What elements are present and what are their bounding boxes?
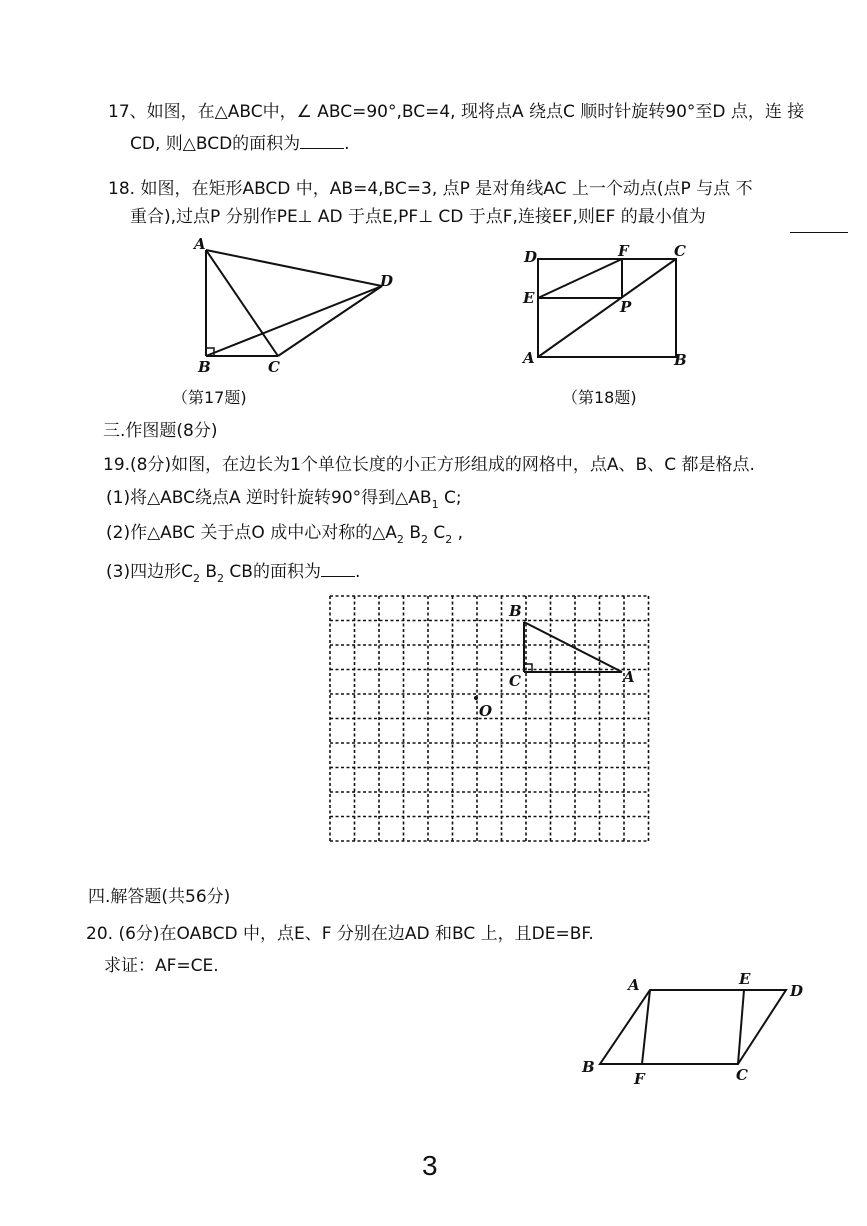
answer-blank xyxy=(790,232,848,233)
q19-part2-end: , xyxy=(452,523,464,543)
label-p: P xyxy=(620,298,632,316)
point-o xyxy=(474,696,478,700)
label-a: A xyxy=(194,235,206,253)
q19-part1 xyxy=(106,487,462,511)
q17-line2 xyxy=(130,132,350,155)
section-3-title: 三.作图题(8分) xyxy=(103,421,218,441)
subscript: 2 xyxy=(445,533,453,546)
subscript: 2 xyxy=(192,572,200,585)
subscript: 2 xyxy=(217,572,225,585)
label-b: B xyxy=(509,602,522,620)
section-4-title: 四.解答题(共56分) xyxy=(88,887,231,907)
q17-line1: 17、如图，在△ABC中，∠ ABC=90°,BC=4, 现将点A 绕点C 顺时针旋转90°至D 点，连 接 xyxy=(108,102,805,122)
label-c: C xyxy=(268,358,280,376)
label-d: D xyxy=(790,982,804,1000)
segment-ac xyxy=(206,250,278,356)
q17-line2-text: CD, 则△BCD的面积为 xyxy=(130,134,301,154)
q19-part3-end: . xyxy=(354,562,361,582)
q19-part2-mid2: C xyxy=(428,523,446,543)
q19-part1-text: (1)将△ABC绕点A 逆时针旋转90°得到△AB xyxy=(106,488,432,508)
label-e: E xyxy=(523,289,535,307)
label-b: B xyxy=(674,351,687,369)
label-f: F xyxy=(618,242,629,260)
segment-ba xyxy=(524,622,622,672)
label-c: C xyxy=(509,672,521,690)
diagonal-ac xyxy=(538,259,676,357)
subscript: 2 xyxy=(396,533,404,546)
label-c: C xyxy=(674,242,686,260)
label-a: A xyxy=(523,349,535,367)
q19-part1-end: C; xyxy=(438,488,462,508)
page-number: 3 xyxy=(422,1150,438,1181)
subscript: 2 xyxy=(421,533,428,546)
q19-part2 xyxy=(106,522,463,546)
q17-line2-end: . xyxy=(344,134,350,154)
answer-blank xyxy=(321,560,355,577)
label-f: F xyxy=(634,1070,645,1088)
answer-blank xyxy=(300,132,344,149)
q19-part2-mid: B xyxy=(403,523,421,543)
label-d: D xyxy=(524,248,538,266)
parallelogram-abcd xyxy=(600,990,786,1064)
q20-line2: 求证：AF=CE. xyxy=(104,956,219,976)
q20-line1: 20. (6分)在OABCD 中，点E、F 分别在边AD 和BC 上，且DE=BF. xyxy=(86,924,594,944)
q18-line2: 重合),过点P 分别作PE⊥ AD 于点E,PF⊥ CD 于点F,连接EF,则EF 的最小值为 xyxy=(130,207,706,227)
q19-part3-text: (3)四边形C xyxy=(106,562,193,582)
segment-ad xyxy=(206,250,382,286)
label-o: O xyxy=(479,702,493,720)
q19-part2-text: (2)作△ABC 关于点O 成中心对称的△A xyxy=(106,523,397,543)
q19-part3-mid: B xyxy=(199,562,218,582)
figure-19-grid xyxy=(326,592,650,860)
figure-17 xyxy=(180,236,410,378)
figure-18 xyxy=(518,240,698,375)
label-b: B xyxy=(582,1058,595,1076)
label-e: E xyxy=(739,970,751,988)
label-a: A xyxy=(628,976,640,994)
q18-line1: 18. 如图，在矩形ABCD 中，AB=4,BC=3, 点P 是对角线AC 上一个动点(点P 与点 不 xyxy=(108,179,753,199)
subscript: 1 xyxy=(431,498,439,511)
figure-18-caption: （第18题) xyxy=(562,388,637,407)
segment-ce xyxy=(738,990,744,1064)
figure-17-caption: （第17题) xyxy=(172,388,247,407)
label-c: C xyxy=(736,1066,748,1084)
label-a: A xyxy=(623,668,635,686)
q19-intro: 19.(8分)如图，在边长为1个单位长度的小正方形组成的网格中，点A、B、C 都是格点. xyxy=(103,455,755,475)
label-d: D xyxy=(380,272,394,290)
figure-20 xyxy=(576,968,816,1094)
segment-ef xyxy=(538,259,622,298)
label-b: B xyxy=(198,358,211,376)
q19-part3 xyxy=(106,560,360,585)
q19-part3-mid2: CB的面积为 xyxy=(224,562,321,582)
